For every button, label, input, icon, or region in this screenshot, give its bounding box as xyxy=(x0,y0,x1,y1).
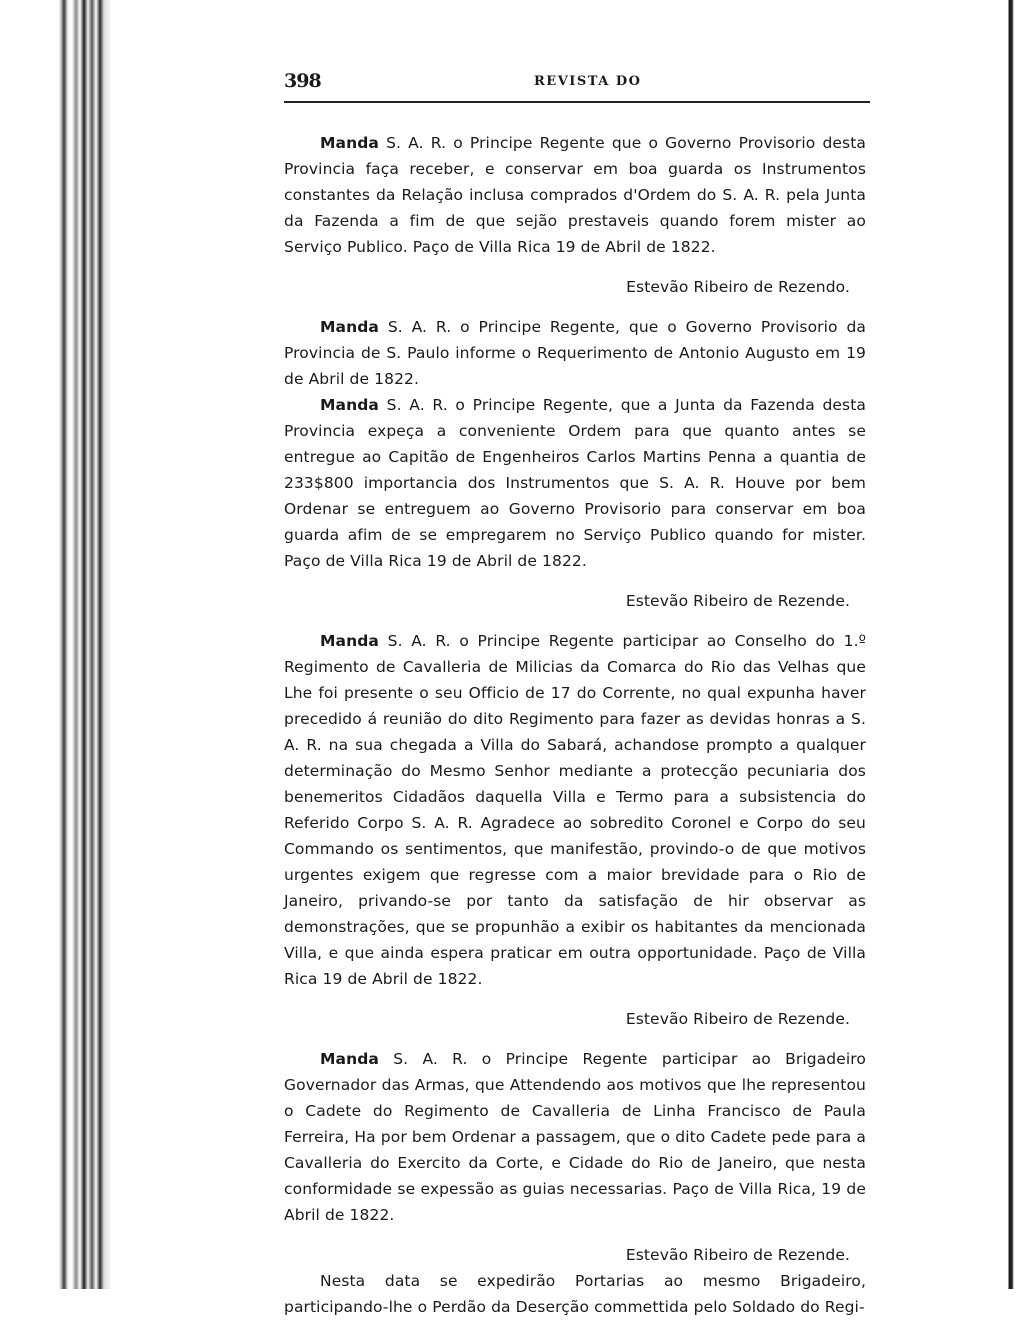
paragraph-5 xyxy=(284,1046,866,1228)
paragraph-6 xyxy=(284,1268,866,1320)
paragraph-2-lead: Manda xyxy=(320,318,379,336)
paragraph-2 xyxy=(284,314,866,392)
paragraph-4 xyxy=(284,628,866,992)
document-body xyxy=(284,130,866,1320)
paragraph-6-text: Nesta data se expedirão Portarias ao mesmo Brigadeiro, participando-lhe o Perdão da Deserção commettida pelo Soldado do Regi- xyxy=(284,1272,866,1316)
signature-3: Estevão Ribeiro de Rezende. xyxy=(625,1010,850,1028)
paragraph-2-text: S. A. R. o Principe Regente, que o Governo Provisorio da Provincia de S. Paulo informe o Requerimento de Antonio Augusto em 19 de Abril de 1822. xyxy=(284,318,866,388)
paragraph-3-text: S. A. R. o Principe Regente, que a Junta da Fazenda desta Provincia expeça a conveniente Ordem para que quanto antes se entregue ao Capitão de Engenheiros Carlos Martins Penna a quantia de 233$800 importancia dos Instrumentos que S. A. R. Houve por bem Ordenar se entreguem ao Governo Provisorio para conservar em boa guarda afim de se empregarem no Serviço Publico quando for mister. Paço de Villa Rica 19 de Abril de 1822. xyxy=(284,396,866,570)
paragraph-4-lead: Manda xyxy=(320,632,379,650)
paragraph-5-text: S. A. R. o Principe Regente participar ao Brigadeiro Governador das Armas, que Attendendo aos motivos que lhe representou o Cadete do Regimento de Cavalleria de Linha Francisco de Paula Ferreira, Ha por bem Ordenar a passagem, que o dito Cadete pede para a Cavalleria do Exercito da Corte, e Cidade do Rio de Janeiro, que nesta conformidade se expessão as guias necessarias. Paço de Villa Rica, 19 de Abril de 1822. xyxy=(284,1050,866,1224)
paragraph-1-lead: Manda xyxy=(320,134,379,152)
running-title: REVISTA DO xyxy=(534,74,642,89)
page-number: 398 xyxy=(284,70,321,92)
paragraph-1 xyxy=(284,130,866,260)
page-right-edge xyxy=(994,0,1022,1289)
header-rule xyxy=(284,101,870,103)
signature-1: Estevão Ribeiro de Rezendo. xyxy=(626,278,850,296)
paragraph-1-text: S. A. R. o Principe Regente que o Governo Provisorio desta Provincia faça receber, e conservar em boa guarda os Instrumentos constantes da Relação inclusa comprados d'Ordem do S. A. R. pela Junta da Fazenda a fim de que sejão prestaveis quando forem mister ao Serviço Publico. Paço de Villa Rica 19 de Abril de 1822. xyxy=(284,134,866,256)
page-header xyxy=(284,70,870,102)
book-binding-edge xyxy=(0,0,112,1289)
signature-2: Estevão Ribeiro de Rezende. xyxy=(625,592,850,610)
signature-4: Estevão Ribeiro de Rezende. xyxy=(625,1246,850,1264)
paragraph-5-lead: Manda xyxy=(320,1050,379,1068)
paragraph-3 xyxy=(284,392,866,574)
paragraph-4-text: S. A. R. o Principe Regente participar ao Conselho do 1.º Regimento de Cavalleria de Milicias da Comarca do Rio das Velhas que Lhe foi presente o seu Officio de 17 do Corrente, no qual expunha haver precedido á reunião do dito Regimento para fazer as devidas honras a S. A. R. na sua chegada a Villa do Sabará, achandose prompto a qualquer determinação do Mesmo Senhor mediante a protecção pecuniaria dos benemeritos Cidadãos daquella Villa e Termo para a subsistencia do Referido Corpo S. A. R. Agradece ao sobredito Coronel e Corpo do seu Commando os sentimentos, que manifestão, provindo-o de que motivos urgentes exigem que regresse com a maior brevidade para o Rio de Janeiro, privando-se por tanto da satisfação de hir observar as demonstrações, que se propunhão a exibir os habitantes da mencionada Villa, e que ainda espera praticar em outra opportunidade. Paço de Villa Rica 19 de Abril de 1822. xyxy=(284,632,866,988)
paragraph-3-lead: Manda xyxy=(320,396,379,414)
